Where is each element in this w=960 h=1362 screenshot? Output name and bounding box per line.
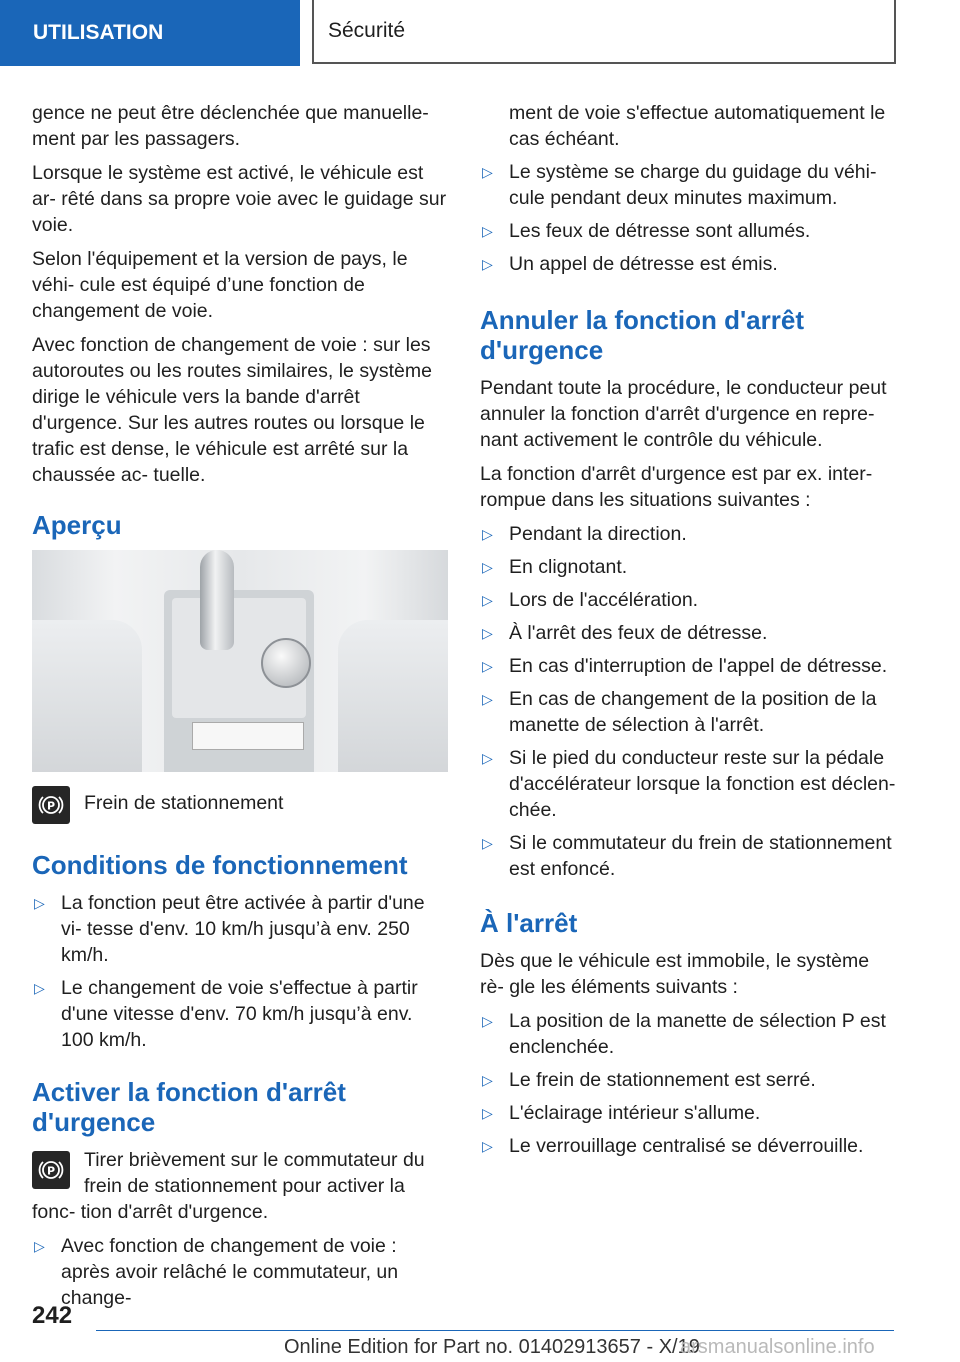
paragraph: gence ne peut être déclenchée que manuelle- ment par les passagers. — [32, 102, 429, 150]
right-column — [480, 100, 896, 1167]
console-photo — [32, 550, 448, 772]
triangle-right-outline-icon: ▷ — [482, 750, 493, 766]
list-item: ▷ À l'arrêt des feux de détresse. — [482, 622, 768, 644]
list-item: ▷ Le verrouillage centralisé se déverrouille. — [482, 1135, 864, 1157]
paragraph: Dès que le véhicule est immobile, le système rè- gle les éléments suivants : — [480, 950, 870, 998]
list-item: ▷ Avec fonction de changement de voie : après avoir relâché le commutateur, un change- — [34, 1235, 399, 1309]
figure-caption: Frein de stationnement — [84, 792, 284, 814]
triangle-right-outline-icon: ▷ — [34, 1238, 45, 1254]
parking-brake-switch — [192, 722, 304, 750]
seat-left — [32, 620, 142, 772]
triangle-right-outline-icon: ▷ — [482, 256, 493, 272]
continued-list — [480, 100, 896, 277]
paragraph: Pendant toute la procédure, le conducteur peut annuler la fonction d'arrêt d'urgence en repre- nant activement le contrôle du véhicule. — [480, 377, 887, 451]
paragraph: La fonction d'arrêt d'urgence est par ex. inter- rompue dans les situations suivantes : — [480, 463, 873, 511]
cancel-list — [480, 521, 896, 882]
svg-text:P: P — [46, 799, 56, 813]
heading-overview: Aperçu — [32, 510, 122, 540]
list-item: ▷ Si le commutateur du frein de stationnement est enfoncé. — [482, 832, 892, 880]
svg-text:P: P — [46, 1164, 56, 1178]
gear-selector — [200, 550, 234, 650]
stop-list — [480, 1008, 896, 1159]
triangle-right-outline-icon: ▷ — [482, 164, 493, 180]
seat-right — [338, 620, 448, 772]
triangle-right-outline-icon: ▷ — [482, 835, 493, 851]
heading-conditions: Conditions de fonctionnement — [32, 850, 408, 880]
footer-divider — [96, 1330, 894, 1331]
heading-activate: Activer la fonction d'arrêt d'urgence — [32, 1077, 346, 1137]
activate-list — [32, 1233, 448, 1311]
list-item: ▷ L'éclairage intérieur s'allume. — [482, 1102, 761, 1124]
triangle-right-outline-icon: ▷ — [482, 658, 493, 674]
triangle-right-outline-icon: ▷ — [482, 1072, 493, 1088]
section-tab: UTILISATION — [0, 0, 300, 66]
list-item: ▷ Lors de l'accélération. — [482, 589, 699, 611]
paragraph: Avec fonction de changement de voie : sur les autoroutes ou les routes similaires, le système dirige le véhicule vers la bande d'arrêt d'urgence. Sur les autres routes ou lorsque le trafic est dense, le véhicule est arrêté sur la chaussée ac- tuelle. — [32, 334, 432, 486]
conditions-list — [32, 890, 448, 1053]
list-item: ▷ Le changement de voie s'effectue à partir d'une vitesse d'env. 70 km/h jusqu’à env. 100 km/h. — [34, 977, 418, 1051]
triangle-right-outline-icon: ▷ — [482, 592, 493, 608]
chapter-title: Sécurité — [312, 0, 896, 64]
triangle-right-outline-icon: ▷ — [482, 1138, 493, 1154]
list-item: ▷ En clignotant. — [482, 556, 628, 578]
paragraph: Lorsque le système est activé, le véhicule est ar- rêté dans sa propre voie avec le guidage sur voie. — [32, 162, 447, 236]
heading-cancel: Annuler la fonction d'arrêt d'urgence — [480, 305, 804, 365]
list-item: ▷ En cas d'interruption de l'appel de détresse. — [482, 655, 888, 677]
controller-knob — [261, 638, 311, 688]
triangle-right-outline-icon: ▷ — [34, 980, 45, 996]
list-item: ▷ En cas de changement de la position de la manette de sélection à l'arrêt. — [482, 688, 877, 736]
list-item: ▷ Pendant la direction. — [482, 523, 687, 545]
list-item: ▷ La position de la manette de sélection P est enclenchée. — [482, 1010, 886, 1058]
parking-brake-icon — [32, 786, 70, 824]
triangle-right-outline-icon: ▷ — [482, 1013, 493, 1029]
list-item: ▷ Si le pied du conducteur reste sur la pédale d'accélérateur lorsque la fonction est déclen- chée. — [482, 747, 896, 821]
triangle-right-outline-icon: ▷ — [482, 223, 493, 239]
heading-stop: À l'arrêt — [480, 908, 578, 938]
edition-note: Online Edition for Part no. 01402913657 - X/19 — [284, 1336, 700, 1358]
triangle-right-outline-icon: ▷ — [482, 625, 493, 641]
triangle-right-outline-icon: ▷ — [482, 1105, 493, 1121]
triangle-right-outline-icon: ▷ — [482, 526, 493, 542]
activate-instruction — [32, 1147, 448, 1225]
page-number: 242 — [32, 1302, 73, 1329]
list-item: ▷ La fonction peut être activée à partir d'une vi- tesse d'env. 10 km/h jusqu’à env. 250 km/h. — [34, 892, 425, 966]
parking-brake-icon — [32, 1151, 70, 1189]
left-column — [32, 100, 448, 1319]
watermark: arsmanualsonline.info — [680, 1336, 875, 1358]
triangle-right-outline-icon: ▷ — [482, 691, 493, 707]
list-item: ▷ Les feux de détresse sont allumés. — [482, 220, 811, 242]
activate-text: Tirer brièvement sur le commutateur du frein de stationnement pour activer la fonc- tion d'arrêt d'urgence. — [32, 1149, 425, 1223]
paragraph: Selon l'équipement et la version de pays, le véhi- cule est équipé d’une fonction de changement de voie. — [32, 248, 408, 322]
triangle-right-outline-icon: ▷ — [482, 559, 493, 575]
triangle-right-outline-icon: ▷ — [34, 895, 45, 911]
list-item-continued: ment de voie s'effectue automatiquement le cas échéant. — [509, 102, 886, 150]
list-item: ▷ Le frein de stationnement est serré. — [482, 1069, 816, 1091]
page-header — [0, 0, 960, 66]
list-item: ▷ Le système se charge du guidage du véhi- cule pendant deux minutes maximum. — [482, 161, 877, 209]
caption-row — [32, 786, 448, 824]
list-item: ▷ Un appel de détresse est émis. — [482, 253, 778, 275]
